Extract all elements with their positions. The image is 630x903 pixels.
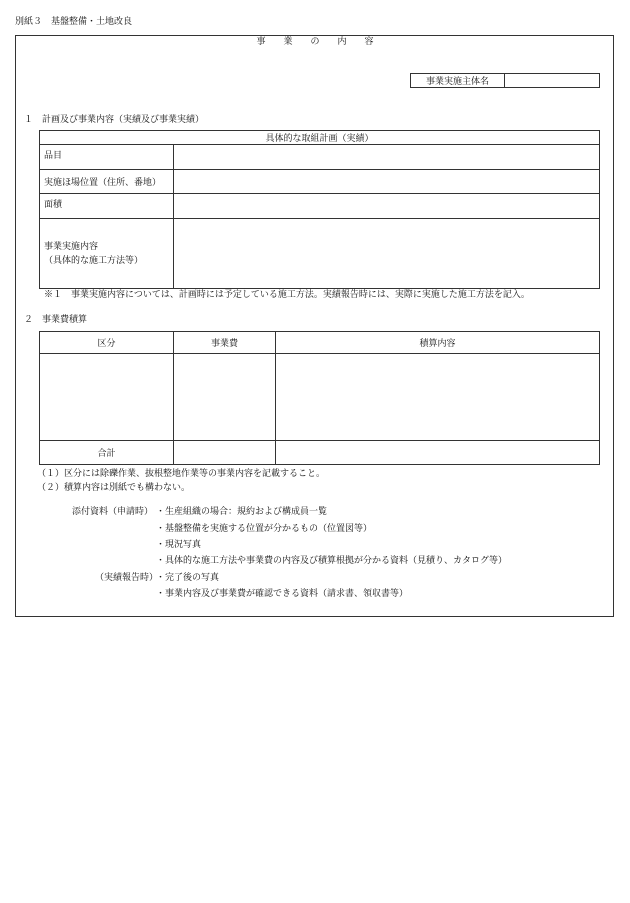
row-label-area: 面積 (40, 194, 174, 219)
section1-note: ※１ 事業実施内容については、計画時には予定している施工方法。実績報告時には、実際に実施した施工方法を記入。 (44, 290, 530, 300)
section2-note-2: （２）積算内容は別紙でも構わない。 (37, 483, 191, 493)
plan-table (39, 130, 600, 289)
entity-value[interactable] (505, 74, 600, 88)
attachment-item: ・現況写真 (156, 540, 202, 550)
row-value-item[interactable] (174, 145, 600, 170)
cost-table (39, 331, 600, 465)
attachments-report-label: （実績報告時） (95, 573, 159, 583)
row-value-area[interactable] (174, 194, 600, 219)
row-label-content (40, 219, 174, 289)
row-label-content-line2: （具体的な施工方法等） (44, 255, 144, 266)
total-amount-cell[interactable] (174, 441, 276, 465)
attachment-item: ・完了後の写真 (156, 573, 220, 583)
col-header-category: 区分 (40, 332, 174, 354)
total-label: 合計 (40, 441, 174, 465)
col-header-breakdown: 積算内容 (276, 332, 600, 354)
attachment-item: ・基盤整備を実施する位置が分かるもの（位置図等） (156, 524, 373, 534)
plan-table-header: 具体的な取組計画（実績） (40, 131, 600, 145)
cost-category-cell[interactable] (40, 354, 174, 441)
attachment-item: ・具体的な施工方法や事業費の内容及び積算根拠が分かる資料（見積り、カタログ等） (156, 556, 508, 566)
col-header-cost: 事業費 (174, 332, 276, 354)
row-label-location: 実施ほ場位置（住所、番地） (40, 170, 174, 194)
entity-table (410, 73, 600, 88)
attachments-apply-label: 添付資料（申請時） (72, 507, 154, 517)
attachment-item: ・生産組織の場合：規約および構成員一覧 (156, 507, 328, 517)
entity-label: 事業実施主体名 (411, 74, 505, 88)
attachment-item: ・事業内容及び事業費が確認できる資料（請求書、領収書等） (156, 589, 409, 599)
row-value-location[interactable] (174, 170, 600, 194)
total-breakdown-cell[interactable] (276, 441, 600, 465)
row-label-content-line1: 事業実施内容 (44, 241, 99, 252)
section1-heading: １ 計画及び事業内容（実績及び事業実績） (24, 115, 205, 125)
row-label-item: 品目 (40, 145, 174, 170)
section2-note-1: （１）区分には除礫作業、抜根整地作業等の事業内容を記載すること。 (37, 469, 326, 479)
cost-amount-cell[interactable] (174, 354, 276, 441)
page-title: 事 業 の 内 容 (256, 37, 374, 47)
section2-heading: ２ 事業費積算 (24, 315, 88, 325)
row-value-content[interactable] (174, 219, 600, 289)
annex-label: 別紙３ 基盤整備・土地改良 (15, 17, 133, 27)
cost-breakdown-cell[interactable] (276, 354, 600, 441)
